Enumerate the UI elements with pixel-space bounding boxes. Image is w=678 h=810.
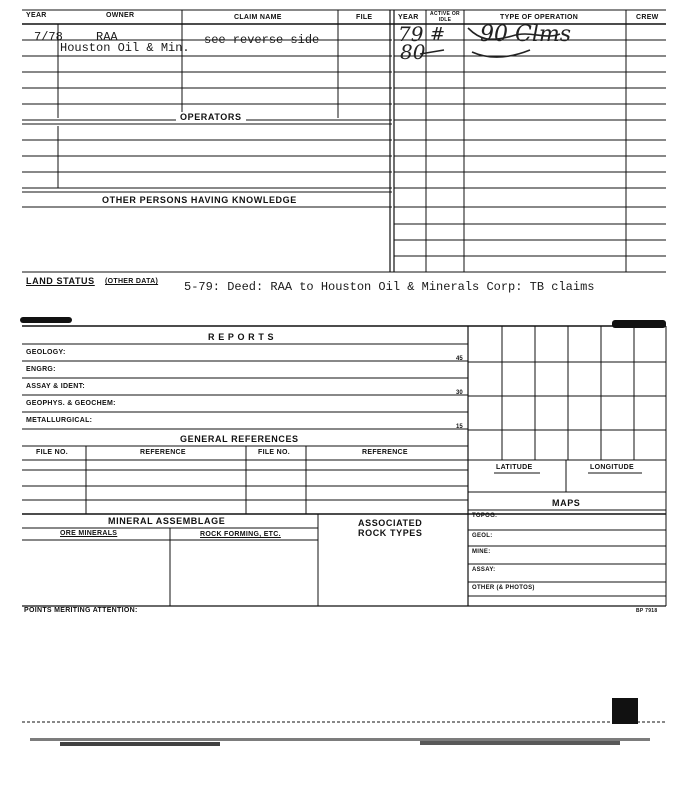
operators-title: OPERATORS [176,112,246,122]
genref-col-reference-1: REFERENCE [140,449,186,456]
points-meriting-attention: POINTS MERITING ATTENTION: [24,607,138,614]
genref-col-file-no-1: FILE NO. [36,449,68,456]
land-status-title: LAND STATUS [26,276,95,286]
report-label-assay: ASSAY & IDENT: [26,383,86,390]
header-active-or-idle: ACTIVE OR IDLE [430,11,460,23]
maps-row-other: OTHER (& PHOTOS) [472,585,535,591]
mineral-assemblage-title: MINERAL ASSEMBLAGE [108,516,226,526]
header-year: YEAR [26,12,47,19]
entry-owner-line2: Houston Oil & Min. [60,41,190,55]
scan-noise-band-2 [60,742,220,746]
associated-label: ASSOCIATED [358,518,423,528]
mineral-ore-label: ORE MINERALS [60,530,118,537]
header-crew: CREW [636,14,659,21]
header-year-2: YEAR [398,14,419,21]
entry-owner-line1: RAA [96,30,118,44]
handwritten-op-1: # [430,24,446,45]
report-label-geophys: GEOPHYS. & GEOCHEM: [26,400,116,407]
maps-title: MAPS [552,498,581,508]
rock-types-label: ROCK TYPES [358,528,423,538]
report-label-geology: GEOLOGY: [26,349,66,356]
header-claim-name: CLAIM NAME [234,14,282,21]
other-persons-title: OTHER PERSONS HAVING KNOWLEDGE [102,195,297,205]
header-type-of-operation: TYPE OF OPERATION [500,14,579,21]
report-num-metallurgical: 15 [456,424,463,430]
form-number: BP 7918 [636,608,658,614]
scan-blot-left [20,317,72,323]
mineral-rock-label: ROCK FORMING, ETC. [200,531,281,538]
reports-title: R E P O R T S [208,332,275,342]
genref-col-reference-2: REFERENCE [362,449,408,456]
genref-col-file-no-2: FILE NO. [258,449,290,456]
latitude-label: LATITUDE [496,464,533,471]
report-num-assay: 30 [456,390,463,396]
scan-noise-band-3 [420,741,620,745]
scan-blot-square [612,698,638,724]
land-status-sub: (OTHER DATA) [105,278,159,285]
general-references-title: GENERAL REFERENCES [180,434,299,444]
maps-row-geol: GEOL: [472,533,493,539]
report-label-metallurgical: METALLURGICAL: [26,417,93,424]
maps-row-topog: TOPOG: [472,513,498,519]
maps-row-mine: MINE: [472,549,491,555]
handwritten-year-1: 79 [398,22,424,46]
land-status-text: 5-79: Deed: RAA to Houston Oil & Minerals Corp: TB claims [184,280,595,294]
report-label-engrg: ENGRG: [26,366,56,373]
handwritten-year-2: 80 [400,40,426,64]
header-owner: OWNER [106,12,135,19]
maps-row-assay: ASSAY: [472,567,496,573]
entry-year: 7/78 [34,30,63,44]
scan-blot-right [612,320,666,328]
longitude-label: LONGITUDE [590,464,634,471]
entry-claim-note: see reverse side [204,33,320,47]
header-file: FILE [356,14,373,21]
report-num-geology: 45 [456,356,463,362]
handwritten-op-2: 90 Clms [480,22,572,47]
